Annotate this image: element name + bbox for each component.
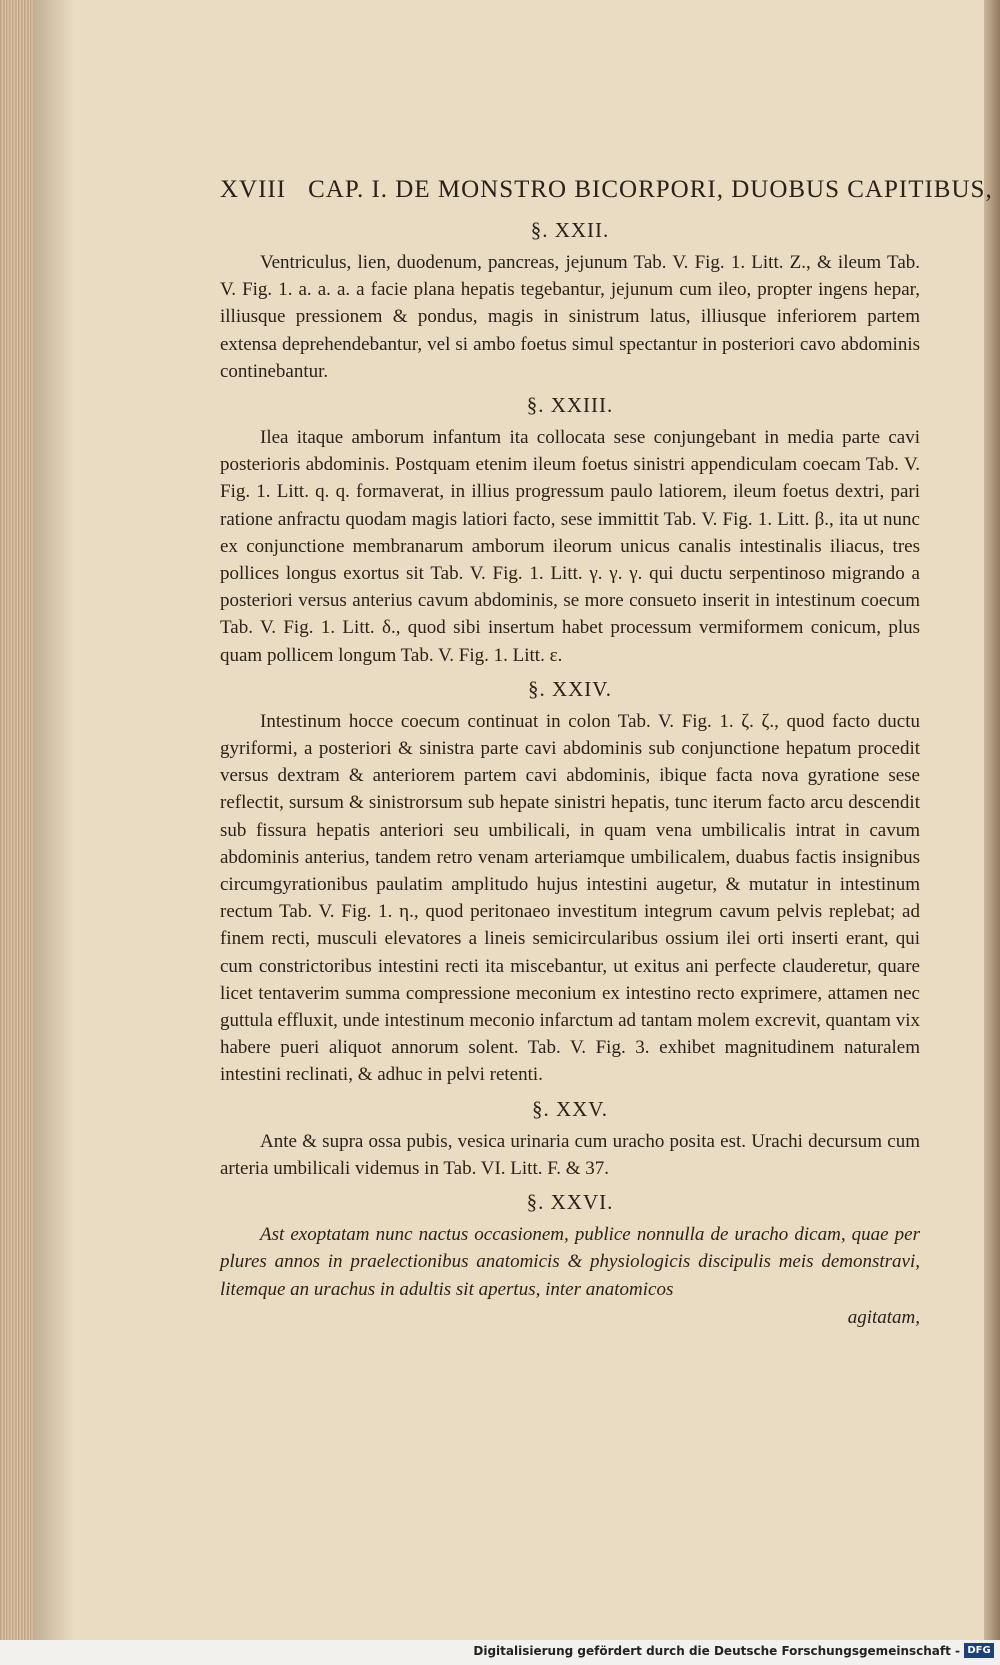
section-paragraph: Ilea itaque amborum infantum ita collocata sese conjungebant in media parte cavi posterioris abdominis. Postquam etenim ileum foetus sinistri appendiculam coecam Tab. V. Fig. 1. Litt. q. q. formaverat, in illius progressum paulo latiorem, ileum foetus dextri, pari ratione anfractu quodam magis latiori facto, sese immittit Tab. V. Fig. 1. Litt. β., ita ut nunc ex conjunctione membranarum amborum ileorum unicus canalis intestinalis iliacus, tres pollices longus exortus sit Tab. V. Fig. 1. Litt. γ. γ. γ. qui ductu serpentinoso migrando a posteriori versus anterius cavum abdominis, se more consueto inserit in intestinum coecum Tab. V. Fig. 1. Litt. δ., quod sibi insertum habet processum vermiformem conicum, plus quam pollicem longum Tab. V. Fig. 1. Litt. ε. — [220, 427, 920, 666]
running-head — [220, 176, 993, 204]
section-heading: §. XXVI. — [526, 1190, 614, 1215]
section-paragraph: Ventriculus, lien, duodenum, pancreas, jejunum Tab. V. Fig. 1. Litt. Z., & ileum Tab. V. Fig. 1. a. a. a. a facie plana hepatis tegebantur, jejunum cum ileo, propter ingens hepar, illiusque pressionem & pondus, magis in sinistrum latus, illiusque inferiorem partem extensa deprehendebantur, vel si ambo foetus simul spectantur in posteriori cavo abdominis continebantur. — [220, 252, 920, 382]
dfg-logo: DFG — [964, 1643, 994, 1658]
footer-text: Digitalisierung gefördert durch die Deutsche Forschungsgemeinschaft - — [473, 1644, 960, 1658]
section-heading: §. XXII. — [530, 218, 610, 242]
text-block — [220, 176, 993, 1329]
catchword: agitatam, — [847, 1306, 920, 1328]
section-paragraph: Intestinum hocce coecum continuat in colon Tab. V. Fig. 1. ζ. ζ., quod facto ductu gyriformi, a posteriori & sinistra parte cavi abdominis sub conjunctione hepatum procedit versus dextram & anteriorem partem cavi abdominis, ibique facta nova gyratione sese reflectit, sursum & sinistrorsum sub hepate sinistri hepatis, tunc iterum facto arcu descendit sub fissura hepatis anteriori seu umbilicali, in quam vena umbilicalis intrat in cavum abdominis anterius, tandem retro venam arteriamque umbilicalem, duabus factis insignibus circumgyrationibus paulatim amplitudo hujus intestini augetur, & mutatur in intestinum rectum Tab. V. Fig. 1. η., quod peritonaeo investitum integrum cavum pelvis replebat; ad finem recti, musculi elevatores a lineis semicircularibus ossium ilei orti inserti erant, qui cum constrictoribus intestini recti ita miscebantur, ut exitus ani perfecte clauderetur, quare licet tentaverim summa compressione meconium ex intestino recto exprimere, attamen nec guttula effluxit, unde intestinum meconio infarctum ad tantam molem excrevit, quantam vix habere pueri aliquot annorum solent. Tab. V. Fig. 3. exhibet magnitudinem naturalem intestini reclinati, & adhuc in pelvi retenti. — [220, 710, 920, 1086]
section-heading: §. XXV. — [531, 1096, 609, 1121]
section-heading: §. XXIV. — [527, 676, 613, 701]
page-number: XVIII — [220, 176, 287, 203]
running-title: CAP. I. DE MONSTRO BICORPORI, DUOBUS CAPITIBUS, — [308, 176, 993, 203]
section-paragraph: Ante & supra ossa pubis, vesica urinaria cum uracho posita est. Urachi decursum cum arteria umbilicali videmus in Tab. VI. Litt. F. & 37. — [220, 1130, 920, 1179]
section-paragraph: Ast exoptatam nunc nactus occasionem, publice nonnulla de uracho dicam, quae per plures annos in praelectionibus anatomicis & physiologicis discipulis meis demonstravi, litemque an urachus in adultis sit apertus, inter anatomicos — [220, 1224, 920, 1300]
page-fore-edge — [0, 0, 34, 1640]
digitization-footer — [0, 1640, 1000, 1665]
gutter-shadow — [34, 0, 74, 1640]
page-right-edge — [984, 0, 1000, 1640]
section-heading: §. XXIII. — [526, 393, 614, 418]
